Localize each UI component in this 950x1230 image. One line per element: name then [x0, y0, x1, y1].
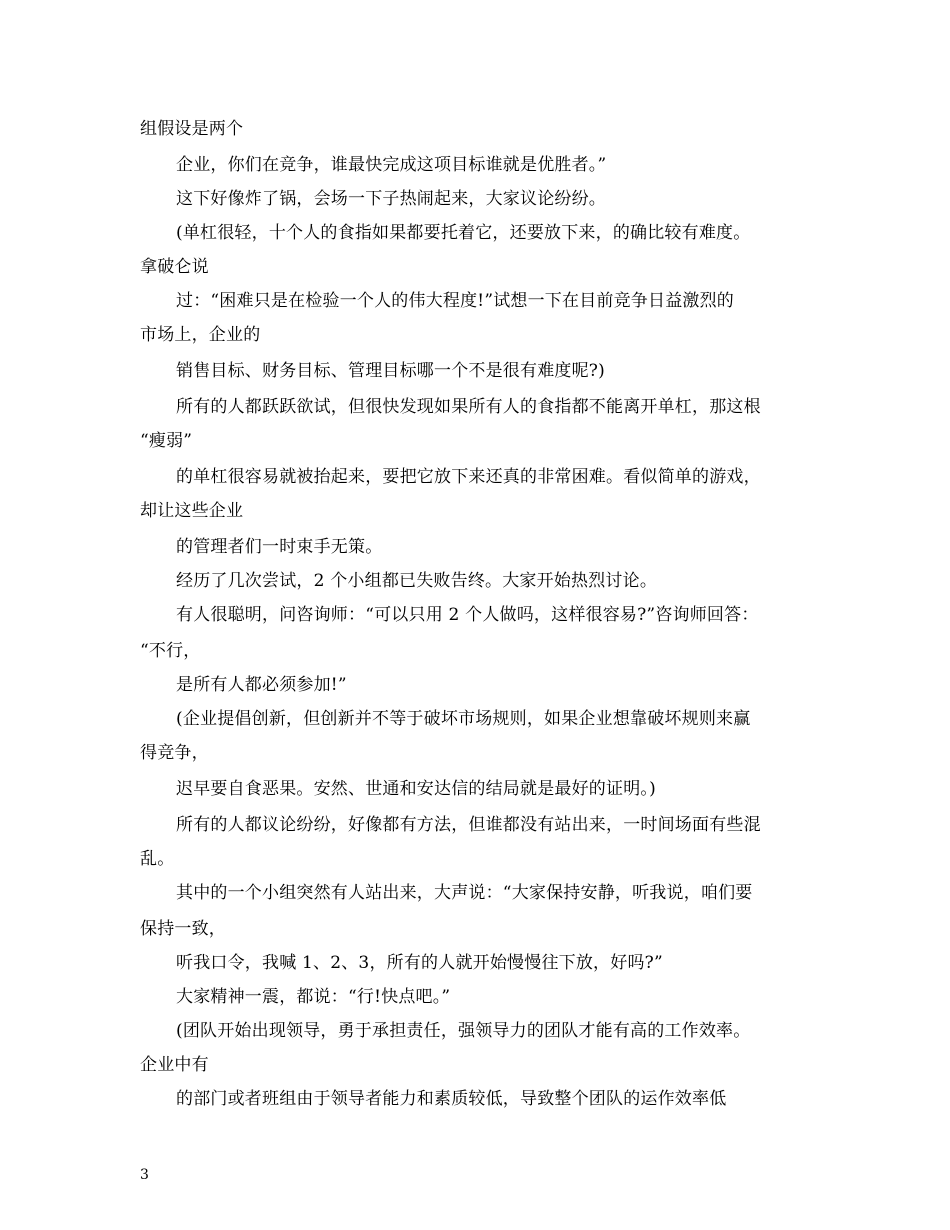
text-line: 组假设是两个: [140, 119, 244, 139]
text-line: 企业中有: [140, 1055, 209, 1075]
text-line: 的单杠很容易就被抬起来，要把它放下来还真的非常困难。看似简单的游戏，: [176, 467, 761, 487]
text-line: 销售目标、财务目标、管理目标哪一个不是很有难度呢?): [176, 361, 605, 381]
text-line: 的部门或者班组由于领导者能力和素质较低，导致整个团队的运作效率低: [176, 1089, 727, 1109]
text-line: 企业，你们在竞争，谁最快完成这项目标谁就是优胜者。”: [176, 155, 607, 175]
text-line: (企业提倡创新，但创新并不等于破坏市场规则，如果企业想靠破坏规则来赢: [176, 709, 751, 729]
text-line: 是所有人都必须参加!”: [176, 675, 347, 695]
text-line: 所有的人都议论纷纷，好像都有方法，但谁都没有站出来，一时间场面有些混: [176, 815, 761, 835]
text-line: 所有的人都跃跃欲试，但很快发现如果所有人的食指都不能离开单杠，那这根: [176, 397, 761, 417]
text-line: 迟早要自食恶果。安然、世通和安达信的结局就是最好的证明。): [176, 779, 656, 799]
text-line: 却让这些企业: [140, 501, 244, 521]
text-line: 市场上，企业的: [140, 325, 261, 345]
text-line: 保持一致，: [140, 919, 226, 939]
text-line: 大家精神一震，都说：“行!快点吧。”: [176, 987, 451, 1007]
text-line: 其中的一个小组突然有人站出来，大声说：“大家保持安静，听我说，咱们要: [176, 883, 753, 903]
page-number: 3: [140, 1167, 149, 1183]
text-line: 听我口令，我喊 1、2、3，所有的人就开始慢慢往下放，好吗?”: [176, 953, 663, 973]
text-line: 这下好像炸了锅，会场一下子热闹起来，大家议论纷纷。: [176, 189, 606, 209]
text-line: 乱。: [140, 849, 175, 869]
text-line: 有人很聪明，问咨询师：“可以只用 2 个人做吗，这样很容易?”咨询师回答：: [176, 605, 759, 625]
text-line: 得竞争，: [140, 743, 209, 763]
text-line: “不行，: [140, 641, 201, 661]
text-line: 经历了几次尝试，2 个小组都已失败告终。大家开始热烈讨论。: [176, 571, 658, 591]
text-line: 过：“困难只是在检验一个人的伟大程度!”试想一下在目前竞争日益激烈的: [176, 291, 735, 311]
text-line: 拿破仑说: [140, 257, 209, 277]
text-line: “瘦弱”: [140, 431, 193, 451]
text-line: (团队开始出现领导，勇于承担责任，强领导力的团队才能有高的工作效率。: [176, 1021, 751, 1041]
text-line: (单杠很轻，十个人的食指如果都要托着它，还要放下来，的确比较有难度。: [176, 223, 751, 243]
text-line: 的管理者们一时束手无策。: [176, 537, 383, 557]
